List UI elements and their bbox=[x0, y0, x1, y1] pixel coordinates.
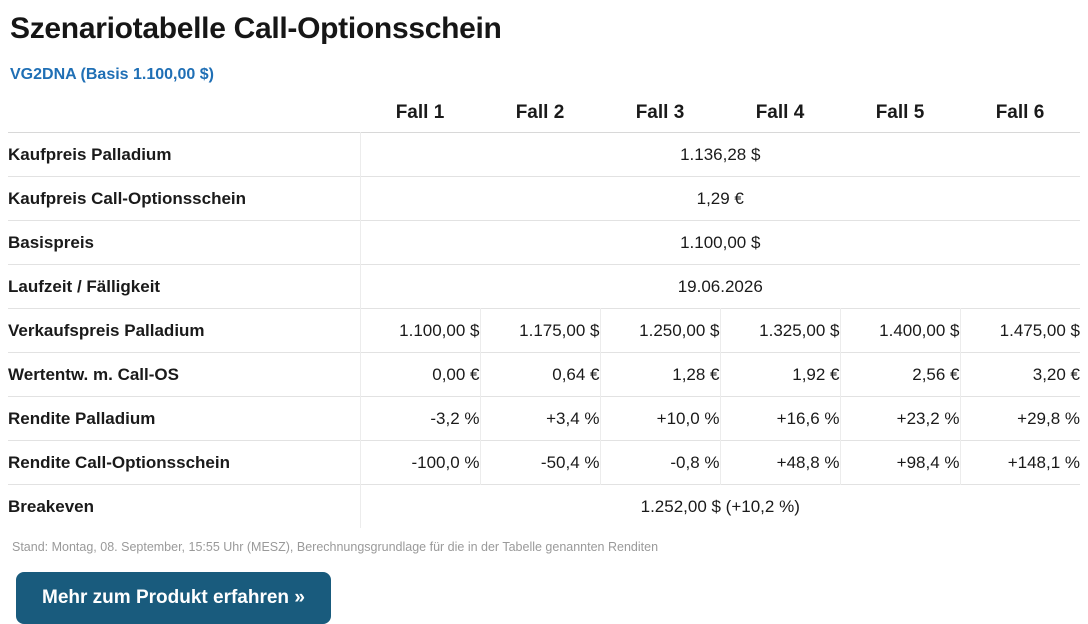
cell-verkaufspreis-palladium-5: 1.400,00 $ bbox=[840, 309, 960, 353]
cell-verkaufspreis-palladium-3: 1.250,00 $ bbox=[600, 309, 720, 353]
cell-wertentwicklung-call-os-6: 3,20 € bbox=[960, 353, 1080, 397]
cell-wertentwicklung-call-os-4: 1,92 € bbox=[720, 353, 840, 397]
row-label-kaufpreis-call-optionsschein: Kaufpreis Call-Optionsschein bbox=[8, 188, 247, 208]
row-value-breakeven: 1.252,00 $ (+10,2 %) bbox=[360, 485, 1080, 529]
footnote-text: Stand: Montag, 08. September, 15:55 Uhr (MESZ), Berechnungsgrundlage für die in der Tabelle genannten Renditen bbox=[12, 540, 659, 554]
row-label-kaufpreis-palladium: Kaufpreis Palladium bbox=[8, 144, 172, 164]
row-label-breakeven: Breakeven bbox=[8, 496, 95, 516]
learn-more-button[interactable]: Mehr zum Produkt erfahren » bbox=[16, 572, 331, 624]
scenario-table bbox=[8, 94, 1080, 528]
row-label-verkaufspreis-palladium: Verkaufspreis Palladium bbox=[8, 320, 205, 340]
table-row bbox=[8, 309, 1080, 353]
table-row bbox=[8, 221, 1080, 265]
cell-rendite-call-optionsschein-6: +148,1 % bbox=[960, 441, 1080, 485]
table-header-case-2: Fall 2 bbox=[515, 102, 565, 123]
table-header-case-4: Fall 4 bbox=[755, 102, 805, 123]
cell-rendite-palladium-4: +16,6 % bbox=[720, 397, 840, 441]
row-value-kaufpreis-palladium: 1.136,28 $ bbox=[360, 133, 1080, 177]
cell-rendite-call-optionsschein-4: +48,8 % bbox=[720, 441, 840, 485]
cell-wertentwicklung-call-os-2: 0,64 € bbox=[480, 353, 600, 397]
cell-wertentwicklung-call-os-5: 2,56 € bbox=[840, 353, 960, 397]
table-row bbox=[8, 441, 1080, 485]
cell-rendite-palladium-3: +10,0 % bbox=[600, 397, 720, 441]
cell-rendite-call-optionsschein-5: +98,4 % bbox=[840, 441, 960, 485]
table-header-case-5: Fall 5 bbox=[875, 102, 925, 123]
table-row bbox=[8, 133, 1080, 177]
cell-rendite-palladium-1: -3,2 % bbox=[360, 397, 480, 441]
table-row bbox=[8, 485, 1080, 529]
cell-wertentwicklung-call-os-1: 0,00 € bbox=[360, 353, 480, 397]
row-label-laufzeit-faelligkeit: Laufzeit / Fälligkeit bbox=[8, 276, 161, 296]
table-head bbox=[8, 94, 1080, 133]
cell-verkaufspreis-palladium-1: 1.100,00 $ bbox=[360, 309, 480, 353]
table-row bbox=[8, 265, 1080, 309]
table-header-case-1: Fall 1 bbox=[395, 102, 445, 123]
cell-wertentwicklung-call-os-3: 1,28 € bbox=[600, 353, 720, 397]
table-header-row bbox=[8, 94, 1080, 133]
table-row bbox=[8, 397, 1080, 441]
row-label-rendite-call-optionsschein: Rendite Call-Optionsschein bbox=[8, 452, 230, 472]
table-header-case-6: Fall 6 bbox=[995, 102, 1045, 123]
table-header-label bbox=[8, 94, 360, 133]
table-body bbox=[8, 133, 1080, 529]
table-row bbox=[8, 177, 1080, 221]
table-header-case-3: Fall 3 bbox=[635, 102, 685, 123]
row-label-wertentwicklung-call-os: Wertentw. m. Call-OS bbox=[8, 364, 179, 384]
cell-verkaufspreis-palladium-4: 1.325,00 $ bbox=[720, 309, 840, 353]
cell-rendite-call-optionsschein-2: -50,4 % bbox=[480, 441, 600, 485]
cell-verkaufspreis-palladium-6: 1.475,00 $ bbox=[960, 309, 1080, 353]
cell-verkaufspreis-palladium-2: 1.175,00 $ bbox=[480, 309, 600, 353]
row-label-basispreis: Basispreis bbox=[8, 232, 94, 252]
row-value-kaufpreis-call-optionsschein: 1,29 € bbox=[360, 177, 1080, 221]
table-row bbox=[8, 353, 1080, 397]
row-value-basispreis: 1.100,00 $ bbox=[360, 221, 1080, 265]
row-label-rendite-palladium: Rendite Palladium bbox=[8, 408, 156, 428]
cell-rendite-palladium-2: +3,4 % bbox=[480, 397, 600, 441]
cell-rendite-call-optionsschein-3: -0,8 % bbox=[600, 441, 720, 485]
cell-rendite-call-optionsschein-1: -100,0 % bbox=[360, 441, 480, 485]
row-value-laufzeit-faelligkeit: 19.06.2026 bbox=[360, 265, 1080, 309]
page-title: Szenariotabelle Call-Optionsschein bbox=[10, 12, 502, 45]
cell-rendite-palladium-5: +23,2 % bbox=[840, 397, 960, 441]
cell-rendite-palladium-6: +29,8 % bbox=[960, 397, 1080, 441]
product-subtitle: VG2DNA (Basis 1.100,00 $) bbox=[10, 66, 214, 83]
